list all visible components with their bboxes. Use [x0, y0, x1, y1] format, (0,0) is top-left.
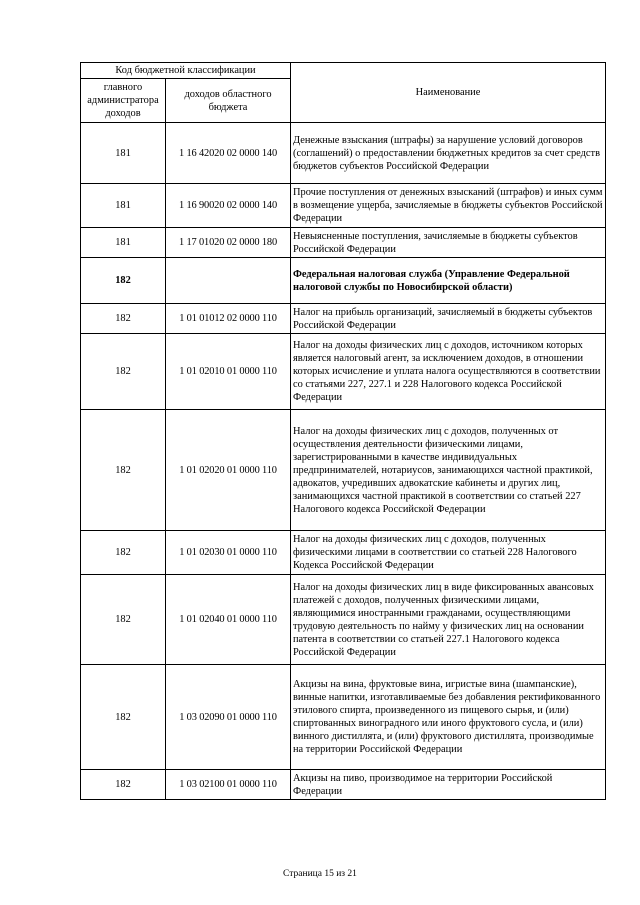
- admin-cell: 181: [81, 228, 166, 258]
- table-row: [81, 665, 606, 770]
- admin-cell: 182: [81, 531, 166, 575]
- code-cell: 1 03 02100 01 0000 110: [166, 770, 291, 800]
- admin-cell: 181: [81, 123, 166, 184]
- name-cell: Невыясненные поступления, зачисляемые в бюджеты субъектов Российской Федерации: [291, 228, 606, 258]
- code-cell: 1 17 01020 02 0000 180: [166, 228, 291, 258]
- code-cell: 1 01 02040 01 0000 110: [166, 575, 291, 665]
- name-cell: Акцизы на пиво, производимое на территории Российской Федерации: [291, 770, 606, 800]
- admin-cell: 182: [81, 575, 166, 665]
- code-cell: [166, 258, 291, 304]
- name-cell: Налог на доходы физических лиц с доходов, источником которых является налоговый агент, за исключением доходов, в отношении которых исчисление и уплата налога осуществляются в соответствии со статьями 227, 227.1 и 228 Налогового кодекса Российской Федерации: [291, 334, 606, 410]
- header-admin: главного администратора доходов: [81, 79, 166, 123]
- admin-cell: 182: [81, 410, 166, 531]
- table-row: [81, 228, 606, 258]
- table-row: [81, 123, 606, 184]
- name-cell: Федеральная налоговая служба (Управление Федеральной налоговой службы по Новосибирской области): [291, 258, 606, 304]
- code-cell: 1 01 01012 02 0000 110: [166, 304, 291, 334]
- code-cell: 1 16 42020 02 0000 140: [166, 123, 291, 184]
- code-cell: 1 01 02020 01 0000 110: [166, 410, 291, 531]
- admin-cell: 182: [81, 304, 166, 334]
- table-body: [81, 123, 606, 800]
- name-cell: Налог на доходы физических лиц с доходов, полученных физическими лицами в соответствии со статьей 228 Налогового Кодекса Российской Федерации: [291, 531, 606, 575]
- code-cell: 1 03 02090 01 0000 110: [166, 665, 291, 770]
- table-row: [81, 531, 606, 575]
- table-row: [81, 770, 606, 800]
- name-cell: Налог на доходы физических лиц с доходов, полученных от осуществления деятельности физическими лицами, зарегистрированными в качестве индивидуальных предпринимателей, нотариусов, занимающихся частной практикой, адвокатов, учредивших адвокатские кабинеты и других лиц, занимающихся частной практикой в соответствии со статьей 227 Налогового кодекса Российской Федерации: [291, 410, 606, 531]
- table-row: [81, 258, 606, 304]
- table-row: [81, 304, 606, 334]
- page-number: Страница 15 из 21: [283, 869, 357, 879]
- header-code: доходов областного бюджета: [166, 79, 291, 123]
- header-name: Наименование: [291, 63, 606, 123]
- admin-cell: 182: [81, 665, 166, 770]
- table-row: [81, 410, 606, 531]
- code-cell: 1 01 02010 01 0000 110: [166, 334, 291, 410]
- table-row: [81, 184, 606, 228]
- admin-cell: 182: [81, 258, 166, 304]
- header-group: Код бюджетной классификации: [81, 63, 291, 79]
- table-row: [81, 334, 606, 410]
- name-cell: Налог на доходы физических лиц в виде фиксированных авансовых платежей с доходов, полученных физическими лицами, являющимися иностранными гражданами, осуществляющими трудовую деятельность по найму у физических лиц на основании патента в соответствии со статьей 227.1 Налогового кодекса Российской Федерации: [291, 575, 606, 665]
- code-cell: 1 01 02030 01 0000 110: [166, 531, 291, 575]
- name-cell: Акцизы на вина, фруктовые вина, игристые вина (шампанские), винные напитки, изготавливаемые без добавления ректификованного этилового спирта, произведенного из пищевого сырья, и (или) спиртованных виноградного или иного фруктового сусла, и (или) винного дистиллята, и (или) фруктового дистиллята, производимые на территории Российской Федерации: [291, 665, 606, 770]
- name-cell: Прочие поступления от денежных взысканий (штрафов) и иных сумм в возмещение ущерба, зачисляемые в бюджеты субъектов Российской Федерации: [291, 184, 606, 228]
- admin-cell: 181: [81, 184, 166, 228]
- name-cell: Денежные взыскания (штрафы) за нарушение условий договоров (соглашений) о предоставлении бюджетных кредитов за счет средств бюджетов субъектов Российской Федерации: [291, 123, 606, 184]
- admin-cell: 182: [81, 770, 166, 800]
- code-cell: 1 16 90020 02 0000 140: [166, 184, 291, 228]
- table-row: [81, 575, 606, 665]
- admin-cell: 182: [81, 334, 166, 410]
- name-cell: Налог на прибыль организаций, зачисляемый в бюджеты субъектов Российской Федерации: [291, 304, 606, 334]
- budget-classification-table: [80, 62, 606, 800]
